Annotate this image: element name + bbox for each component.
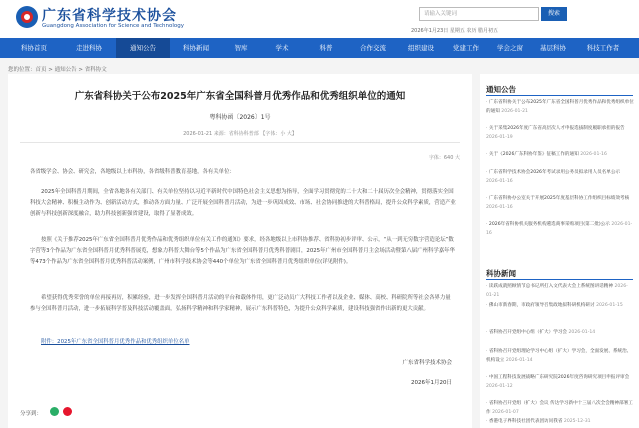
- wechat-icon[interactable]: [50, 407, 59, 416]
- divider: [486, 279, 633, 280]
- nav-item-think-tank[interactable]: 智库: [234, 44, 248, 52]
- notice-item[interactable]: · 关于《2026广东科协年鉴》征稿工作的通知 2026-01-16: [486, 152, 607, 157]
- news-item[interactable]: · 省科协召开党组（扩大）会议 传达学习新中十三届八次全会精神部署工作 2026-01-07: [486, 401, 633, 415]
- paragraph-2: 按照《关于推荐2025年广东省全国科普月优秀作品和优秀组织单位有关工作的通知》要求，经各地级以上市科协推荐、省科协初步评审、公示，“从一到无穷数字营造论坛”数字营等3个作品为广东省全国科普月优秀科普展览，想象力科普大舞台等5个作品为广东省全国科普月优秀科普剧目，2025年广州市全国科普月主会场活动暨第八届广州科学嘉年华等473个作品为广东省全国科普月优秀科普活动案例，广州市科学技术协会等440个单位为广东省全国科普月优秀组织单位(详见附件)。: [30, 237, 455, 265]
- document-number: 粤科协函〔2026〕1号: [209, 114, 271, 121]
- notice-item[interactable]: · 广东省科协办公室关于开展2025年度基层科协工作组织目标绩效考核 2026-01-16: [486, 196, 630, 210]
- paragraph-1: 2025年全国科普月期间，全省各地各有关部门、有关单位坚持以习近平新时代中国特色社会主义思想为指导，全面学习贯彻党的二十大和二十届历次全会精神，贯彻落实全国科技大会精神、积极主动作为、创新活动方式，推动各方面力量、广泛开展全国科普月活动，为进一步巩固成效、市场、社会协同推进的大科普格局，提升公众科学素质，营造产业创新与科技创新深度融合，助力科技创新强省建设，取得了显著成效。: [30, 189, 456, 217]
- news-item[interactable]: · 中国工程科技发展战略广东研究院2026年度咨询研究项目申报评审会 2026-01-12: [486, 375, 630, 389]
- main-nav: [0, 38, 639, 58]
- notice-item[interactable]: · 2026年省科协机关服务机构遴选商事采购项目(第二批)公示 2026-01-16: [486, 222, 633, 236]
- nav-item-organization[interactable]: 组织建设: [408, 44, 434, 52]
- notice-item[interactable]: · 广东省科学技术协会2026年考试录用公务员拟录用人员名单公示 2026-01-16: [486, 170, 621, 184]
- notice-item[interactable]: · 广东省科协关于公布2025年广东省全国科普月优秀作品和优秀组织单位的通知 2026-01-21: [486, 100, 634, 114]
- font-size-control[interactable]: 字体：640 大: [428, 155, 460, 161]
- search-button[interactable]: 搜索: [541, 7, 567, 21]
- attachment-link[interactable]: 附件：2025年广东省全国科普月优秀作品和优秀组织单位名单: [41, 339, 190, 345]
- article-title: 广东省科协关于公布2025年广东省全国科普月优秀作品和优秀组织单位的通知: [74, 91, 406, 102]
- news-item[interactable]: · 读跃成就照顾情节总书记所打入文代表大会上系统图讲话精神 2026-01-21: [486, 284, 628, 298]
- nav-item-academic[interactable]: 学术: [275, 44, 289, 52]
- nav-item-workers[interactable]: 科技工作者: [586, 44, 620, 52]
- divider: [486, 95, 633, 96]
- nav-item-grassroots[interactable]: 基层科协: [540, 44, 566, 52]
- nav-item-science-pop[interactable]: 科普: [319, 44, 333, 52]
- news-item[interactable]: · 省科协召开党组中心组（扩大）学习会 2026-01-14: [486, 330, 596, 335]
- site-title[interactable]: 广东省科学技术协会: [42, 8, 177, 24]
- sign-date: 2026年1月20日: [411, 380, 452, 386]
- salutation: 各省级学会、协会、研究会，各地级以上市科协，各省级科普教育基地，各有关单位：: [30, 169, 235, 175]
- news-item[interactable]: · 香港电子界科技社团代表团访问我省 2025-12-31: [486, 419, 591, 424]
- nav-item-societies[interactable]: 学会之窗: [497, 44, 523, 52]
- notice-item[interactable]: · 关于采集2026年度广东省高层次人才申报选拔制度履职承担的报告 2026-01-19: [486, 126, 625, 140]
- nav-item-about[interactable]: 走进科协: [76, 44, 102, 52]
- breadcrumb[interactable]: 您的位置：首页 > 通知公告 > 省科协文: [8, 67, 107, 73]
- divider: [20, 142, 460, 143]
- nav-item-news[interactable]: 科协新闻: [183, 44, 209, 52]
- news-item[interactable]: · 佛山市新春期，市政府领导召集政地拟科研机构研讨 2026-01-15: [486, 303, 623, 308]
- signature: 广东省科学技术协会: [402, 360, 452, 366]
- news-heading[interactable]: 科协新闻: [486, 269, 516, 278]
- paragraph-3: 希望获得优秀荣誉的单位再接再厉，积累经验，进一步发挥全国科普月活动的平台和载体作用，更广泛动员广大科技工作者以及企业、媒体、高校、科研院所等社会各界力量参与全国科普月活动，进一步拓展科学普及科技活动覆盖面，弘扬科学精神和科学家精神，展示广东科普特色，为提升公众科学素质，建设科技强省作出新的更大贡献。: [30, 295, 451, 312]
- logo-icon[interactable]: [16, 6, 38, 28]
- article-meta[interactable]: 2026-01-21 来源：省科协科普部 【字体：小 大】: [183, 131, 297, 137]
- search-input[interactable]: 请输入关键词: [419, 7, 539, 21]
- nav-item-party[interactable]: 党建工作: [453, 44, 479, 52]
- date-text: 2026年1月23日 星期五 农历 腊月初五: [411, 28, 499, 34]
- nav-item-cooperation[interactable]: 合作交流: [360, 44, 386, 52]
- sidebar: [480, 74, 639, 428]
- site-subtitle: Guangdong Association for Science and Technology: [42, 23, 185, 29]
- notices-heading[interactable]: 通知公告: [486, 85, 516, 94]
- article-panel: [8, 74, 472, 428]
- nav-item-notices[interactable]: 通知公告: [116, 38, 170, 58]
- weibo-icon[interactable]: [63, 407, 72, 416]
- nav-item-home[interactable]: 科协首页: [21, 44, 47, 52]
- site-header: [0, 0, 639, 38]
- share-label: 分享到：: [20, 411, 43, 417]
- news-item[interactable]: · 省科协召开党组理论学习中心组（扩大）学习会，全面发展、系统治、机构设立 2026-01-14: [486, 349, 632, 363]
